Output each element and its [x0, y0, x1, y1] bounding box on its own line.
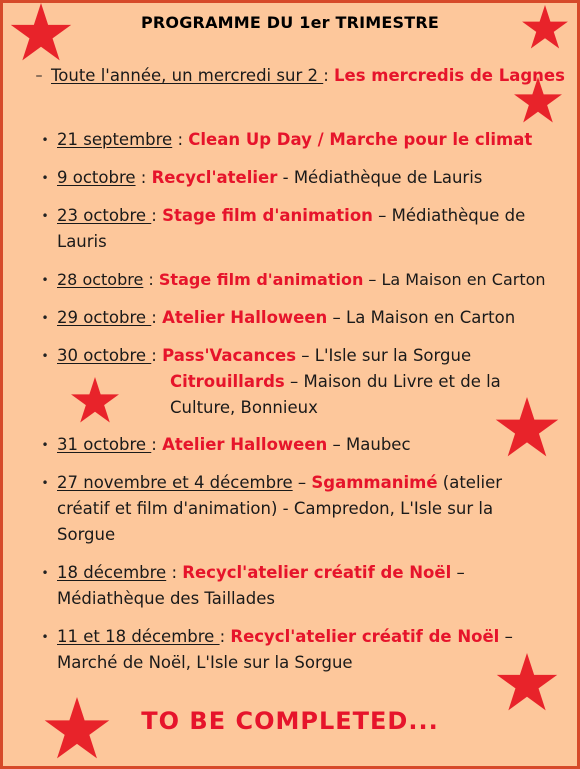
item-date: 11 et 18 décembre [57, 627, 220, 646]
bullet: • [41, 311, 49, 325]
item-separator: – [292, 473, 312, 492]
dash-bullet: – [35, 68, 43, 84]
item-event: Clean Up Day / Marche pour le climat [188, 130, 533, 149]
item-event: Les mercredis de Lagnes [334, 66, 565, 85]
page-title: PROGRAMME DU 1er TRIMESTRE [140, 13, 440, 32]
list-item [33, 343, 537, 421]
item-date: 29 octobre [57, 308, 152, 327]
item-date: 9 octobre [57, 168, 136, 187]
item-event: Pass'Vacances [162, 346, 297, 365]
item-location-secondary: – Maison du Livre et de la Culture, Bonnieux [170, 372, 501, 417]
item-location: – Médiathèque des Taillades [57, 563, 465, 608]
bullet: • [41, 171, 49, 185]
bullet: • [41, 133, 49, 147]
item-event: Recycl'atelier créatif de Noël [182, 563, 452, 582]
list-item [33, 267, 577, 293]
bullet: • [41, 476, 49, 490]
item-location: – La Maison en Carton [363, 270, 546, 289]
item-event: Recycl'atelier créatif de Noël [230, 627, 500, 646]
star-icon [5, 3, 77, 61]
item-date: 23 octobre [57, 206, 152, 225]
footer-note: TO BE COMPLETED... [141, 707, 439, 735]
item-location: (atelier créatif et film d'animation) - Campredon, L'Isle sur la Sorgue [57, 473, 503, 544]
list-item [33, 432, 569, 458]
item-date: Toute l'année, un mercredi sur 2 [51, 66, 324, 85]
bullet: • [41, 209, 49, 223]
item-location: – Médiathèque de Lauris [57, 206, 526, 251]
list-item [33, 305, 569, 331]
list-item [33, 624, 537, 676]
item-location: – Marché de Noël, L'Isle sur la Sorgue [57, 627, 513, 672]
list-item [33, 470, 543, 548]
list-item [33, 165, 569, 191]
item-event: Sgammanimé [311, 473, 438, 492]
bullet: • [41, 273, 49, 287]
item-location: - Médiathèque de Lauris [277, 168, 483, 187]
item-date: 27 novembre et 4 décembre [57, 473, 293, 492]
item-event: Atelier Halloween [162, 435, 328, 454]
item-location: – L'Isle sur la Sorgue [296, 346, 472, 365]
list-item [27, 63, 569, 89]
item-event: Recycl'atelier [151, 168, 278, 187]
item-separator: : [166, 563, 183, 582]
item-date: 21 septembre [57, 130, 173, 149]
item-separator: : [151, 308, 163, 327]
item-event: Stage film d'animation [158, 270, 364, 289]
item-date: 30 octobre [57, 346, 152, 365]
item-event: Atelier Halloween [162, 308, 328, 327]
bullet: • [41, 349, 49, 363]
item-separator: : [172, 130, 189, 149]
item-separator: : [135, 168, 152, 187]
item-separator: : [151, 206, 163, 225]
item-separator: : [219, 627, 231, 646]
item-separator: : [151, 435, 163, 454]
bullet: • [41, 438, 49, 452]
item-event: Stage film d'animation [162, 206, 373, 225]
item-separator: : [323, 66, 335, 85]
bullet: • [41, 566, 49, 580]
item-separator: : [151, 346, 163, 365]
item-event-secondary: Citrouillards [170, 372, 285, 391]
list-item [33, 127, 569, 153]
item-date: 31 octobre [57, 435, 152, 454]
item-location: – La Maison en Carton [327, 308, 516, 327]
list-item [33, 203, 547, 255]
list-item [33, 560, 507, 612]
bullet: • [41, 630, 49, 644]
item-location: – Maubec [327, 435, 411, 454]
item-date: 18 décembre [57, 563, 167, 582]
item-separator: : [143, 270, 159, 289]
item-date: 28 octobre [57, 270, 144, 289]
